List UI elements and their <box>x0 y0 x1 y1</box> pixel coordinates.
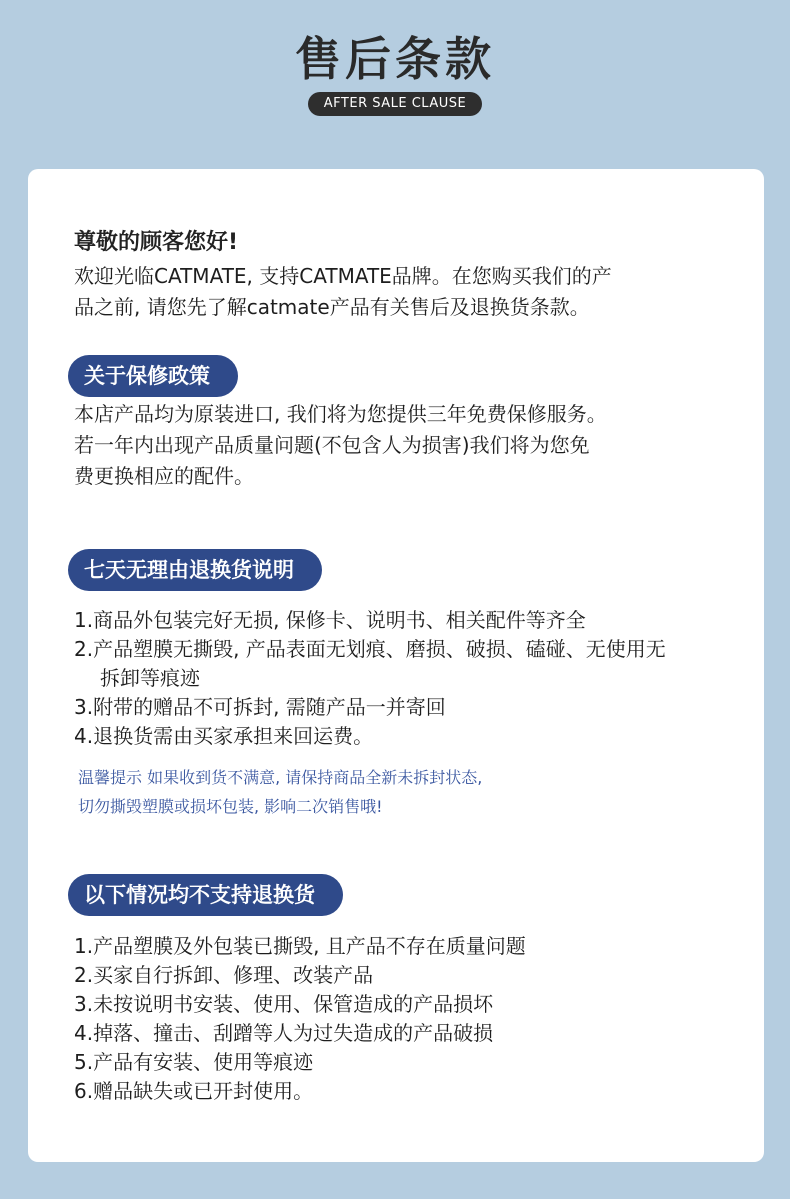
list-item: 6.赠品缺失或已开封使用。 <box>74 1079 314 1103</box>
warranty-line: 本店产品均为原装进口, 我们将为您提供三年免费保修服务。 <box>74 402 607 426</box>
section-heading-seven-day: 七天无理由退换货说明 <box>68 549 322 591</box>
list-item: 4.掉落、撞击、刮蹭等人为过失造成的产品破损 <box>74 1021 494 1045</box>
no-return-list <box>74 932 526 1106</box>
warm-tip <box>78 763 482 821</box>
warranty-line: 费更换相应的配件。 <box>74 464 254 488</box>
page-title: 售后条款 <box>295 32 495 86</box>
list-item: 1.产品塑膜及外包装已撕毁, 且产品不存在质量问题 <box>74 934 526 958</box>
list-item-text: 4.退换货需由买家承担来回运费。 <box>74 724 374 748</box>
list-item-continuation: 拆卸等痕迹 <box>100 666 200 690</box>
list-item-text: 1.商品外包装完好无损, 保修卡、说明书、相关配件等齐全 <box>74 608 586 632</box>
greeting-title: 尊敬的顾客您好! <box>74 230 239 255</box>
seven-day-list <box>74 606 666 751</box>
warm-tip-line: 温馨提示 如果收到货不满意, 请保持商品全新未拆封状态, <box>78 768 483 787</box>
section-heading-no-return: 以下情况均不支持退换货 <box>68 874 343 916</box>
greeting-text <box>74 261 612 323</box>
greeting-line: 欢迎光临CATMATE, 支持CATMATE品牌。在您购买我们的产 <box>74 264 612 288</box>
warm-tip-line: 切勿撕毁塑膜或损坏包装, 影响二次销售哦! <box>78 797 383 816</box>
list-item <box>74 722 666 751</box>
list-item <box>74 606 666 635</box>
list-item: 3.未按说明书安装、使用、保管造成的产品损坏 <box>74 992 494 1016</box>
list-item-text: 2.产品塑膜无撕毁, 产品表面无划痕、磨损、破损、磕碰、无使用无 <box>74 637 666 661</box>
list-item <box>74 635 666 693</box>
section-heading-warranty: 关于保修政策 <box>68 355 238 397</box>
warranty-text <box>74 399 607 492</box>
greeting-line: 品之前, 请您先了解catmate产品有关售后及退换货条款。 <box>74 295 590 319</box>
list-item-text: 3.附带的赠品不可拆封, 需随产品一并寄回 <box>74 695 446 719</box>
page-subtitle-badge: AFTER SALE CLAUSE <box>308 92 482 116</box>
content-card <box>28 169 764 1162</box>
page-header <box>0 30 790 116</box>
warranty-line: 若一年内出现产品质量问题(不包含人为损害)我们将为您免 <box>74 433 590 457</box>
list-item <box>74 693 666 722</box>
list-item: 5.产品有安装、使用等痕迹 <box>74 1050 314 1074</box>
list-item: 2.买家自行拆卸、修理、改装产品 <box>74 963 374 987</box>
